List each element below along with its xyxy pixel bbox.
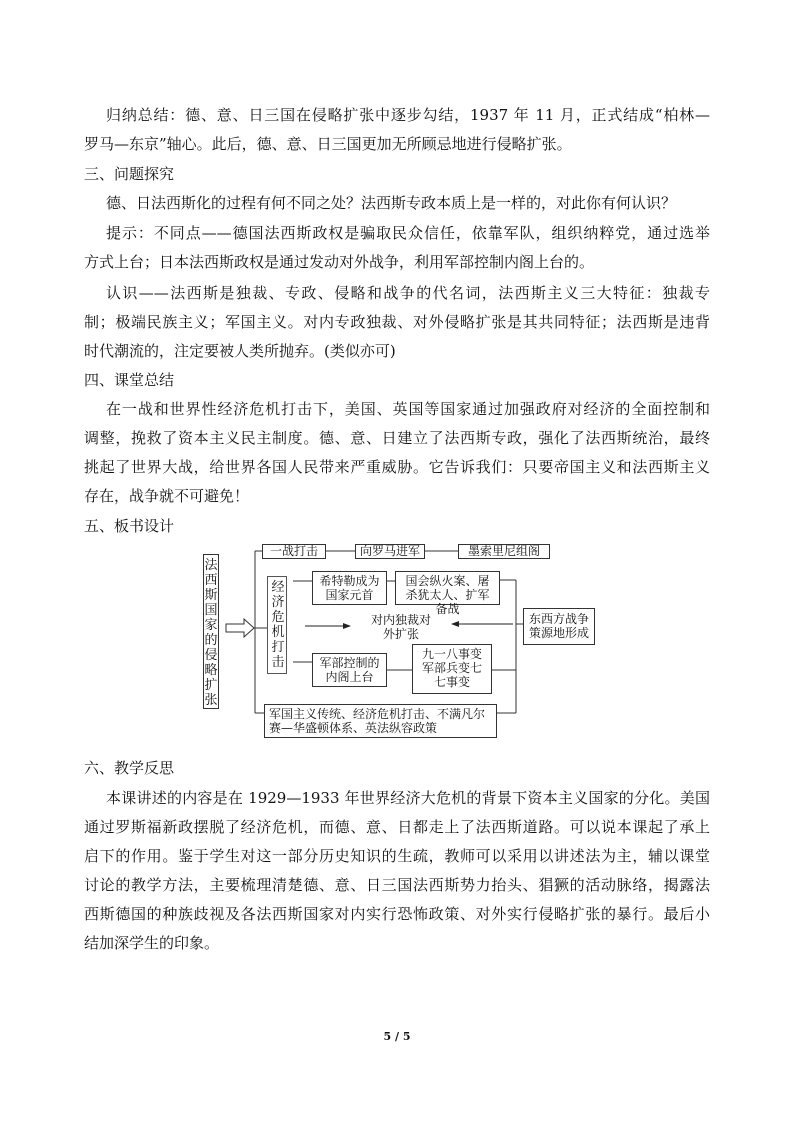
heading-5: 五、板书设计 <box>84 517 175 535</box>
causes-box: 军国主义传统、经济危机打击、不满凡尔赛—华盛顿体系、英法纵容政策 <box>264 704 497 738</box>
summary-text-1: 在一战和世界性经济危机打击下，美国、英国等国家通过加强政府对经济的全面控制和 <box>106 400 710 418</box>
recognition-line-3: 时代潮流的，注定要被人类所抛弃。(类似亦可) <box>84 342 396 360</box>
reflection-line-2: 通过罗斯福新政摆脱了经济危机，而德、意、日都走上了法西斯道路。可以说本课起了承上 <box>84 818 710 836</box>
summary-text-3: 挑起了世界大战，给世界各国人民带来严重威胁。它告诉我们：只要帝国主义和法西斯主义 <box>84 458 710 476</box>
heading-6: 六、教学反思 <box>84 759 175 777</box>
reichstag-box: 国会纵火案、屠杀犹太人、扩军备战 <box>395 571 500 605</box>
recognition-line-2: 制；极端民族主义；军国主义。对内专政独裁、对外侵略扩张是其共同特征；法西斯是违背 <box>84 313 710 331</box>
board-diagram <box>200 540 595 740</box>
reflection-line-1: 本课讲述的内容是在 1929—1933 年世界经济大危机的背景下资本主义国家的分化。美国 <box>106 789 710 807</box>
root-box: 法西斯国家的侵略扩张 <box>203 554 219 709</box>
summary-line-2: 罗马—东京”轴心。此后，德、意、日三国更加无所顾忌地进行侵略扩张。 <box>84 135 572 153</box>
mussolini-box: 墨索里尼组阁 <box>458 544 550 559</box>
war-source-box: 东西方战争策源地形成 <box>523 608 595 645</box>
military-cabinet-box: 军部控制的内阁上台 <box>312 653 387 687</box>
recognition-line-1: 认识——法西斯是独裁、专政、侵略和战争的代名词，法西斯主义三大特征：独裁专 <box>106 284 710 302</box>
summary-text-4: 存在，战争就不可避免！ <box>84 487 250 505</box>
hint-line-2: 方式上台；日本法西斯政权是通过发动对外战争，利用军部控制内阁上台的。 <box>84 253 595 271</box>
wwi-box: 一战打击 <box>262 544 326 559</box>
incidents-box: 九一八事变军部兵变七七事变 <box>412 644 492 694</box>
heading-3: 三、问题探究 <box>84 165 175 183</box>
page-number: 5 / 5 <box>383 1030 411 1043</box>
reflection-line-4: 讨论的教学方法，主要梳理清楚德、意、日三国法西斯势力抬头、猖獗的活动脉络，揭露法 <box>84 876 710 894</box>
reflection-line-3: 启下的作用。鉴于学生对这一部分历史知识的生疏，教师可以采用以讲述法为主，辅以课堂 <box>84 847 710 865</box>
summary-text-2: 调整，挽救了资本主义民主制度。德、意、日建立了法西斯专政，强化了法西斯统治，最终 <box>84 429 710 447</box>
summary-line-1: 归纳总结：德、意、日三国在侵略扩张中逐步勾结，1937 年 11 月，正式结成“柏林— <box>106 106 710 124</box>
question: 德、日法西斯化的过程有何不同之处？法西斯专政本质上是一样的，对此你有何认识？ <box>106 194 677 212</box>
reflection-line-5: 西斯德国的种族歧视及各法西斯国家对内实行恐怖政策、对外实行侵略扩张的暴行。最后小 <box>84 905 710 923</box>
heading-4: 四、课堂总结 <box>84 371 175 389</box>
center-text: 对内独裁对外扩张 <box>370 613 431 641</box>
hitler-box: 希特勒成为国家元首 <box>312 571 387 605</box>
reflection-line-6: 结加深学生的印象。 <box>84 934 220 952</box>
hint-line-1: 提示：不同点——德国法西斯政权是骗取民众信任，依靠军队，组织纳粹党，通过选举 <box>106 224 710 242</box>
economic-crisis-box: 经济危机打击 <box>267 576 287 674</box>
march-on-rome-box: 向罗马进军 <box>355 544 425 559</box>
